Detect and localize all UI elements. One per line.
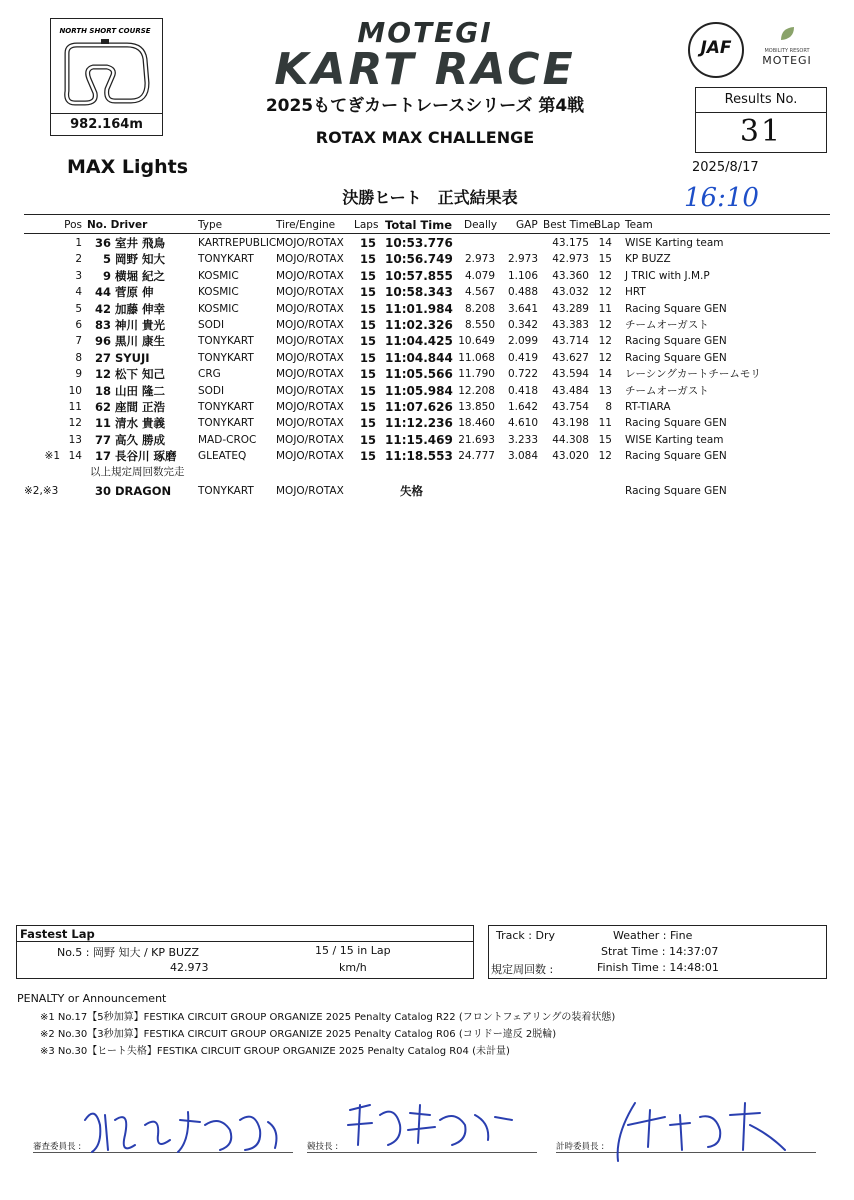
row-team: Racing Square GEN: [625, 417, 727, 430]
row-type: KARTREPUBLIC: [198, 237, 277, 249]
row-tire: MOJO/ROTAX: [276, 302, 344, 315]
row-pos: 9: [75, 368, 82, 381]
row-total-time: 11:05.984: [385, 383, 453, 398]
dq-tire: MOJO/ROTAX: [276, 485, 344, 497]
row-gap: 4.610: [507, 417, 538, 430]
row-dely: 18.460: [458, 417, 495, 430]
row-tire: MOJO/ROTAX: [276, 269, 344, 282]
handwritten-time: 16:10: [684, 183, 759, 213]
results-number-box: [695, 87, 827, 153]
row-driver: 松下 知己: [115, 367, 166, 382]
penalty-item: ※3 No.30【ヒート失格】FESTIKA CIRCUIT GROUP ORGANIZE 2025 Penalty Catalog R04 (未計量): [40, 1046, 510, 1057]
jaf-mark: JAF: [700, 38, 732, 58]
row-tire: MOJO/ROTAX: [276, 319, 344, 331]
row-team: Racing Square GEN: [625, 302, 727, 315]
header-gap: GAP: [516, 219, 538, 231]
row-total-time: 10:57.855: [385, 268, 453, 283]
row-laps: 15: [359, 318, 376, 332]
course-layout-icon: [55, 23, 156, 111]
row-driver: 清水 貴義: [115, 416, 166, 431]
row-pos: 13: [68, 433, 82, 446]
row-gap: 0.342: [507, 319, 538, 331]
row-no: 17: [94, 449, 111, 464]
row-gap: 1.106: [507, 269, 538, 282]
table-row: [24, 399, 830, 415]
row-gap: 3.641: [507, 302, 538, 315]
row-no: 27: [94, 350, 111, 365]
row-gap: 2.099: [507, 335, 538, 348]
heat-title: 決勝ヒート 正式結果表: [342, 188, 518, 207]
row-driver: 加藤 伸幸: [115, 301, 166, 316]
row-dely: 12.208: [458, 384, 495, 397]
row-best-time: 44.308: [552, 433, 589, 446]
row-tire: MOJO/ROTAX: [276, 401, 344, 413]
fastest-lap-title: Fastest Lap: [20, 927, 95, 941]
fastest-lap-lap: 15 / 15 in Lap: [315, 944, 391, 957]
table-row: [24, 235, 830, 251]
row-best-lap: 12: [598, 351, 612, 364]
row-pos: 2: [75, 253, 82, 266]
row-total-time: 11:07.626: [385, 400, 453, 414]
row-driver: 長谷川 琢磨: [115, 449, 177, 464]
row-type: SODI: [198, 384, 225, 397]
row-dely: 11.790: [458, 368, 495, 381]
row-type: TONYKART: [198, 253, 254, 266]
row-type: TONYKART: [198, 351, 254, 364]
row-tire: MOJO/ROTAX: [276, 253, 344, 266]
row-no: 18: [94, 383, 111, 398]
row-no: 12: [94, 367, 111, 382]
weather: Weather : Fine: [613, 929, 693, 942]
row-no: 36: [94, 236, 111, 250]
row-laps: 15: [359, 285, 376, 300]
row-team: チームオーガスト: [625, 384, 709, 397]
row-pos: 14: [68, 450, 82, 463]
row-gap: 1.642: [507, 401, 538, 413]
row-laps: 15: [359, 449, 376, 464]
row-dely: 4.079: [464, 269, 495, 282]
row-tire: MOJO/ROTAX: [276, 237, 344, 249]
class-name: MAX Lights: [67, 156, 189, 178]
table-row: [24, 268, 830, 284]
row-best-lap: 12: [598, 269, 612, 282]
header-best: Best Time: [543, 219, 596, 231]
header-no-driver: No. Driver: [87, 219, 148, 231]
row-tire: MOJO/ROTAX: [276, 286, 344, 299]
row-best-time: 43.020: [552, 450, 589, 463]
row-best-lap: 15: [598, 433, 612, 446]
row-best-lap: 12: [598, 286, 612, 299]
row-total-time: 11:04.425: [385, 334, 453, 349]
row-no: 62: [94, 400, 111, 414]
row-total-time: 10:58.343: [385, 285, 453, 300]
row-no: 77: [94, 432, 111, 447]
row-pos: 4: [75, 286, 82, 299]
motegi-logo: [752, 24, 822, 67]
steward-label: 審査委員長 :: [33, 1142, 82, 1152]
row-gap: 0.722: [507, 368, 538, 381]
row-driver: 座間 正浩: [115, 400, 166, 414]
row-team: チームオーガスト: [625, 319, 709, 331]
fastest-lap-time: 42.973: [170, 961, 209, 974]
row-team: Racing Square GEN: [625, 450, 727, 463]
row-best-time: 43.754: [552, 401, 589, 413]
row-type: TONYKART: [198, 417, 254, 430]
table-header-row: [24, 217, 830, 233]
row-no: 96: [94, 334, 111, 349]
row-no: 44: [94, 285, 111, 300]
row-type: CRG: [198, 368, 221, 381]
row-total-time: 11:04.844: [385, 350, 453, 365]
row-team: Racing Square GEN: [625, 351, 727, 364]
row-team: WISE Karting team: [625, 433, 724, 446]
row-pos: 8: [75, 351, 82, 364]
row-tire: MOJO/ROTAX: [276, 384, 344, 397]
row-laps: 15: [359, 432, 376, 447]
penalty-item: ※2 No.30【3秒加算】FESTIKA CIRCUIT GROUP ORGANIZE 2025 Penalty Catalog R06 (コリドー違反 2脱輪): [40, 1029, 557, 1040]
row-pos: 7: [75, 335, 82, 348]
row-laps: 15: [359, 350, 376, 365]
logo-top-text: MOTEGI: [357, 16, 493, 49]
row-team: Racing Square GEN: [625, 335, 727, 348]
table-row: [24, 317, 830, 333]
row-total-time: 11:12.236: [385, 416, 453, 431]
row-dely: 8.208: [464, 302, 495, 315]
table-row: [24, 350, 830, 366]
row-team: KP BUZZ: [625, 253, 671, 266]
dq-driver: DRAGON: [115, 484, 172, 498]
row-driver: 神川 貴光: [115, 318, 166, 332]
dq-result: 失格: [400, 484, 423, 498]
row-best-lap: 12: [598, 319, 612, 331]
dq-no: 30: [94, 484, 111, 498]
header-blap: BLap: [594, 219, 621, 231]
row-driver: 室井 飛鳥: [115, 236, 166, 250]
row-team: RT-TIARA: [625, 401, 671, 413]
row-gap: 2.973: [507, 253, 538, 266]
row-total-time: 10:56.749: [385, 252, 453, 267]
row-best-lap: 12: [598, 450, 612, 463]
row-driver: 黒川 康生: [115, 334, 166, 349]
table-row: [24, 432, 830, 448]
row-total-time: 11:01.984: [385, 301, 453, 316]
row-laps: 15: [359, 400, 376, 414]
steward-signature: [80, 1100, 290, 1160]
header-total: Total Time: [385, 218, 452, 232]
row-tire: MOJO/ROTAX: [276, 351, 344, 364]
dq-note: ※2,※3: [24, 485, 59, 497]
row-note: ※1: [44, 450, 60, 463]
row-laps: 15: [359, 268, 376, 283]
table-row: [24, 301, 830, 317]
row-tire: MOJO/ROTAX: [276, 433, 344, 446]
row-best-time: 43.032: [552, 286, 589, 299]
row-no: 9: [102, 268, 111, 283]
jaf-emblem-icon: [688, 22, 744, 78]
row-best-time: 43.484: [552, 384, 589, 397]
row-team: WISE Karting team: [625, 237, 724, 249]
row-laps: 15: [359, 252, 376, 267]
header-tire: Tire/Engine: [276, 219, 336, 231]
row-best-time: 43.198: [552, 417, 589, 430]
row-total-time: 11:05.566: [385, 367, 453, 382]
table-row: [24, 383, 830, 399]
row-best-lap: 15: [598, 253, 612, 266]
row-best-time: 43.714: [552, 335, 589, 348]
row-driver: 菅原 伸: [115, 285, 154, 300]
row-dely: 11.068: [458, 351, 495, 364]
course-map: [50, 18, 163, 136]
row-best-time: 42.973: [552, 253, 589, 266]
row-gap: 0.418: [507, 384, 538, 397]
director-label: 競技長 :: [307, 1142, 339, 1152]
row-laps: 15: [359, 334, 376, 349]
track-condition: Track : Dry: [496, 929, 555, 942]
row-laps: 15: [359, 367, 376, 382]
fastest-lap-driver: No.5 : 岡野 知大 / KP BUZZ: [57, 946, 199, 959]
logo-main-text: KART RACE: [274, 44, 576, 95]
row-team: HRT: [625, 286, 646, 299]
row-best-time: 43.289: [552, 302, 589, 315]
table-row: [24, 415, 830, 431]
row-type: TONYKART: [198, 335, 254, 348]
timing-signature: [610, 1095, 800, 1165]
row-no: 5: [102, 252, 111, 267]
completion-note: 以上規定周回数完走: [90, 466, 185, 478]
completion-note-row: [24, 464, 830, 480]
row-best-lap: 13: [598, 384, 612, 397]
table-row: [24, 366, 830, 382]
series-title: 2025もてぎカートレースシリーズ 第4戦: [265, 96, 585, 116]
row-driver: 山田 隆二: [115, 383, 166, 398]
row-tire: MOJO/ROTAX: [276, 450, 344, 463]
row-best-lap: 8: [605, 401, 612, 413]
row-type: TONYKART: [198, 401, 254, 413]
row-no: 42: [94, 301, 111, 316]
dq-type: TONYKART: [198, 485, 254, 497]
finish-time: Finish Time : 14:48:01: [597, 961, 719, 974]
row-best-time: 43.360: [552, 269, 589, 282]
laps-label: 規定周回数 :: [491, 963, 554, 976]
row-laps: 15: [359, 383, 376, 398]
row-gap: 0.488: [507, 286, 538, 299]
penalty-item: ※1 No.17【5秒加算】FESTIKA CIRCUIT GROUP ORGANIZE 2025 Penalty Catalog R22 (フロントフェアリングの装着状態): [40, 1012, 616, 1023]
leaf-icon: [777, 24, 797, 44]
row-laps: 15: [359, 301, 376, 316]
row-total-time: 11:18.553: [385, 449, 453, 464]
start-time: Strat Time : 14:37:07: [601, 945, 719, 958]
row-dely: 13.850: [458, 401, 495, 413]
event-name: ROTAX MAX CHALLENGE: [315, 128, 535, 147]
course-name: NORTH SHORT COURSE: [59, 27, 151, 35]
header-dely: Deally: [464, 219, 498, 231]
fastest-lap-box: [16, 925, 474, 979]
row-pos: 11: [68, 401, 82, 413]
row-best-lap: 14: [598, 368, 612, 381]
results-number: 31: [739, 114, 783, 149]
row-tire: MOJO/ROTAX: [276, 368, 344, 381]
resort-small-text: MOBILITY RESORT: [764, 48, 810, 54]
table-top-rule: [24, 214, 830, 215]
row-best-lap: 14: [598, 237, 612, 249]
row-tire: MOJO/ROTAX: [276, 417, 344, 430]
row-pos: 3: [75, 269, 82, 282]
row-dely: 4.567: [464, 286, 495, 299]
table-row: [24, 284, 830, 300]
row-dely: 24.777: [458, 450, 495, 463]
row-driver: 横堀 紀之: [115, 268, 166, 283]
row-type: SODI: [198, 319, 225, 331]
dq-team: Racing Square GEN: [625, 485, 727, 497]
row-team: レーシングカートチームモリ: [625, 368, 761, 381]
fastest-lap-rule: [17, 941, 473, 942]
row-gap: 3.233: [507, 433, 538, 446]
row-pos: 5: [75, 302, 82, 315]
row-pos: 1: [75, 237, 82, 249]
row-gap: 0.419: [507, 351, 538, 364]
results-label: Results No.: [696, 88, 826, 113]
table-row: [24, 251, 830, 267]
row-best-lap: 11: [598, 417, 612, 430]
row-best-time: 43.383: [552, 319, 589, 331]
row-best-lap: 12: [598, 335, 612, 348]
row-type: MAD-CROC: [198, 433, 257, 446]
row-best-time: 43.175: [552, 237, 589, 249]
penalty-title: PENALTY or Announcement: [17, 992, 167, 1005]
row-pos: 6: [75, 319, 82, 331]
row-dely: 21.693: [458, 433, 495, 446]
row-driver: 岡野 知大: [115, 252, 166, 267]
row-tire: MOJO/ROTAX: [276, 335, 344, 348]
track-info-box: [488, 925, 827, 979]
row-no: 11: [94, 416, 111, 431]
row-no: 83: [94, 318, 111, 332]
header-laps: Laps: [354, 219, 379, 231]
timing-label: 計時委員長 :: [556, 1142, 605, 1152]
row-total-time: 11:02.326: [385, 318, 453, 332]
row-type: GLEATEQ: [198, 450, 247, 463]
resort-word: MOTEGI: [762, 54, 812, 67]
row-type: KOSMIC: [198, 269, 239, 282]
header-type: Type: [198, 219, 223, 231]
dq-row: [24, 483, 830, 499]
row-type: KOSMIC: [198, 286, 239, 299]
table-header-rule: [24, 233, 830, 234]
course-length: 982.164m: [51, 113, 162, 135]
row-pos: 12: [68, 417, 82, 430]
row-dely: 8.550: [464, 319, 495, 331]
row-dely: 10.649: [458, 335, 495, 348]
row-driver: 高久 勝成: [115, 432, 166, 447]
header-team: Team: [625, 219, 653, 231]
row-laps: 15: [359, 236, 376, 250]
table-row: [24, 448, 830, 464]
row-best-time: 43.594: [552, 368, 589, 381]
row-type: KOSMIC: [198, 302, 239, 315]
table-row: [24, 333, 830, 349]
row-gap: 3.084: [507, 450, 538, 463]
fastest-lap-speed: km/h: [339, 961, 367, 974]
row-dely: 2.973: [464, 253, 495, 266]
row-best-lap: 11: [598, 302, 612, 315]
row-laps: 15: [359, 416, 376, 431]
header-pos: Pos: [64, 219, 82, 231]
row-driver: SYUJI: [115, 350, 150, 365]
row-best-time: 43.627: [552, 351, 589, 364]
row-total-time: 11:15.469: [385, 432, 453, 447]
race-date: 2025/8/17: [692, 160, 759, 175]
row-team: J TRIC with J.M.P: [625, 269, 710, 282]
row-total-time: 10:53.776: [385, 236, 453, 250]
director-signature: [340, 1095, 520, 1155]
row-pos: 10: [68, 384, 82, 397]
